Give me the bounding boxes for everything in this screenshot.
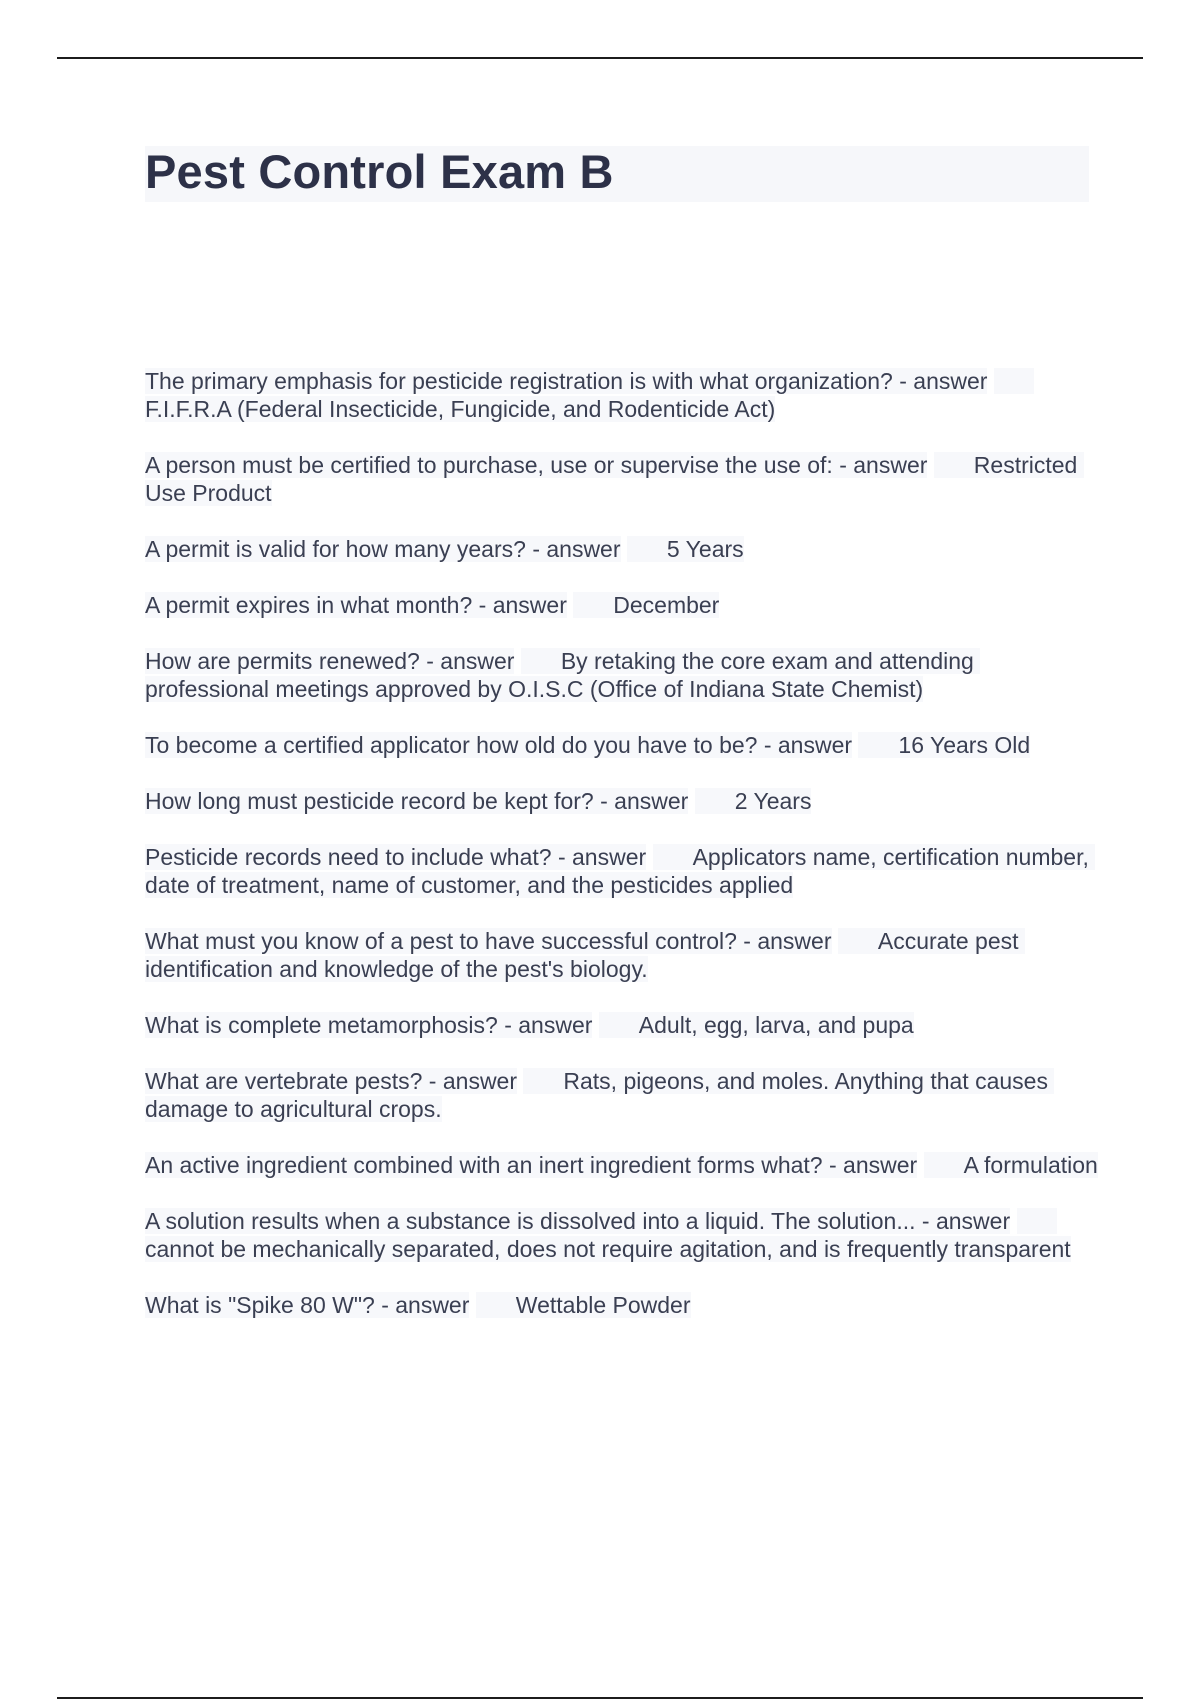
question-text: A person must be certified to purchase, use or supervise the use of: - answer xyxy=(145,452,928,478)
question-text: The primary emphasis for pesticide registration is with what organization? - answer xyxy=(145,368,988,394)
answer-text: Applicators name, certification number, date of treatment, name of customer, and the pesticides applied xyxy=(145,844,1096,898)
qa-item xyxy=(145,535,1100,563)
qa-item xyxy=(145,787,1100,815)
question-text: How are permits renewed? - answer xyxy=(145,648,515,674)
question-text: A solution results when a substance is dissolved into a liquid. The solution... - answer xyxy=(145,1208,1011,1234)
qa-item xyxy=(145,591,1100,619)
answer-text: 5 Years xyxy=(627,536,744,562)
qa-item xyxy=(145,1011,1100,1039)
question-text: What must you know of a pest to have successful control? - answer xyxy=(145,928,832,954)
answer-text: 16 Years Old xyxy=(858,732,1030,758)
qa-list xyxy=(145,367,1100,1347)
qa-item xyxy=(145,731,1100,759)
answer-text: cannot be mechanically separated, does not require agitation, and is frequently transparent xyxy=(145,1208,1071,1262)
question-text: To become a certified applicator how old do you have to be? - answer xyxy=(145,732,853,758)
answer-text: December xyxy=(573,592,719,618)
qa-item xyxy=(145,1067,1100,1123)
answer-text: Rats, pigeons, and moles. Anything that causes damage to agricultural crops. xyxy=(145,1068,1055,1122)
qa-item xyxy=(145,927,1100,983)
qa-item xyxy=(145,367,1100,423)
question-text: Pesticide records need to include what? - answer xyxy=(145,844,647,870)
document-title: Pest Control Exam B xyxy=(145,145,614,198)
bottom-rule xyxy=(57,1697,1143,1699)
answer-text: 2 Years xyxy=(695,788,812,814)
answer-text: F.I.F.R.A (Federal Insecticide, Fungicide, and Rodenticide Act) xyxy=(145,368,1034,422)
qa-item xyxy=(145,1151,1100,1179)
qa-item xyxy=(145,843,1100,899)
question-text: How long must pesticide record be kept for? - answer xyxy=(145,788,689,814)
question-text: A permit expires in what month? - answer xyxy=(145,592,567,618)
question-text: What is complete metamorphosis? - answer xyxy=(145,1012,593,1038)
qa-item xyxy=(145,1207,1100,1263)
answer-text: Wettable Powder xyxy=(476,1292,691,1318)
answer-text: Accurate pest identification and knowledge of the pest's biology. xyxy=(145,928,1025,982)
answer-text: A formulation xyxy=(924,1152,1098,1178)
question-text: What is "Spike 80 W"? - answer xyxy=(145,1292,470,1318)
answer-text: Adult, egg, larva, and pupa xyxy=(599,1012,914,1038)
question-text: What are vertebrate pests? - answer xyxy=(145,1068,517,1094)
question-text: A permit is valid for how many years? - answer xyxy=(145,536,621,562)
qa-item xyxy=(145,451,1100,507)
top-rule xyxy=(57,57,1143,59)
question-text: An active ingredient combined with an inert ingredient forms what? - answer xyxy=(145,1152,918,1178)
qa-item xyxy=(145,647,1100,703)
answer-text: By retaking the core exam and attending professional meetings approved by O.I.S.C (Office of Indiana State Chemist) xyxy=(145,648,981,702)
qa-item xyxy=(145,1291,1100,1319)
answer-text: Restricted Use Product xyxy=(145,452,1084,506)
